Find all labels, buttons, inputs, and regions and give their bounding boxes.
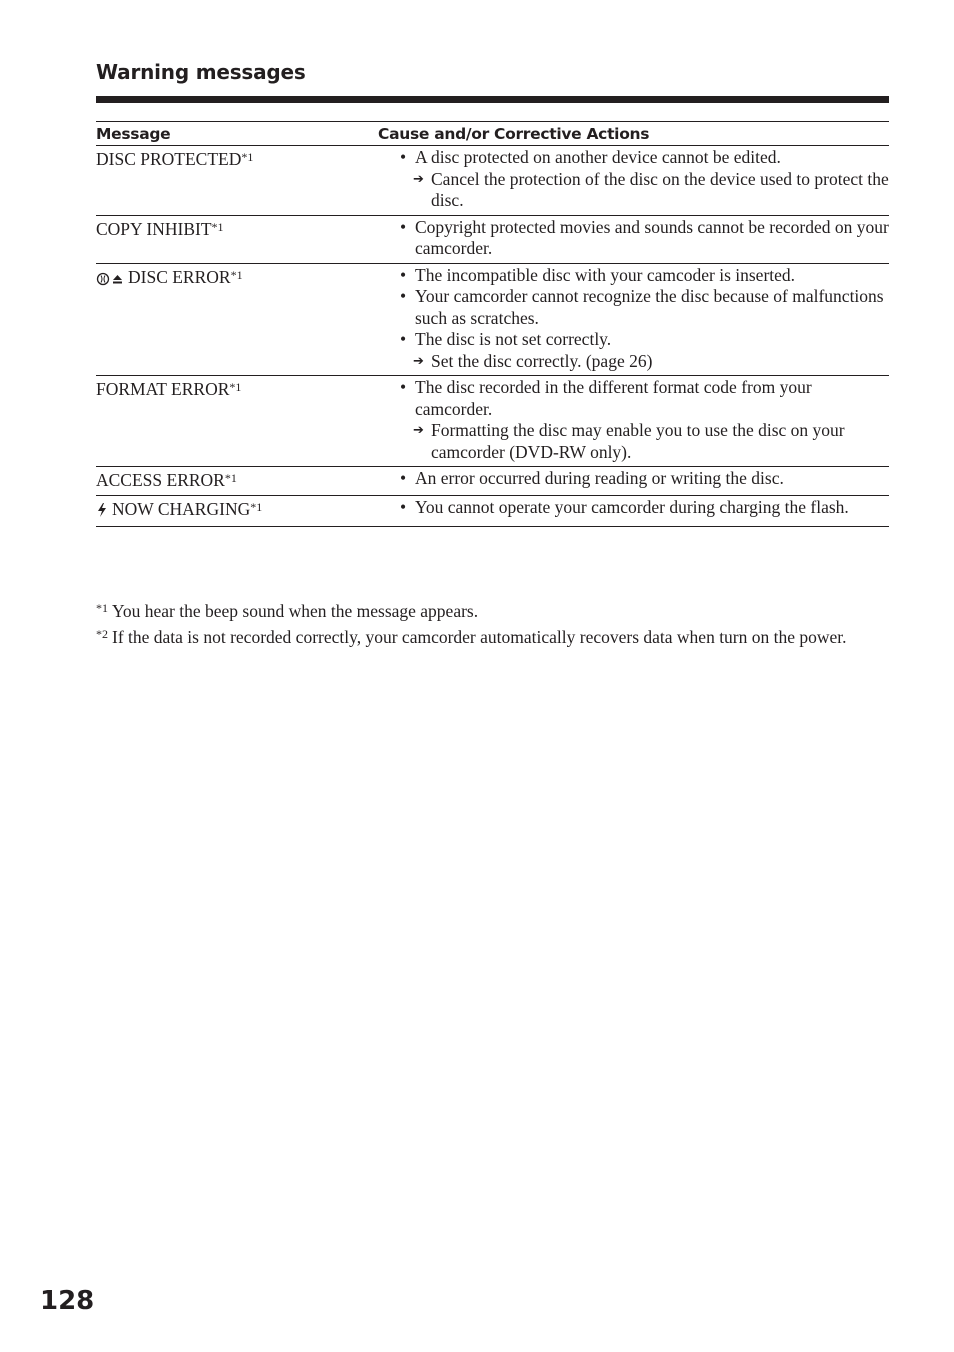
cause-item — [400, 377, 889, 463]
disc-eject-icon — [96, 270, 124, 292]
cause-item — [400, 468, 889, 490]
table-row — [96, 467, 889, 496]
message-text: NOW CHARGING — [112, 498, 251, 519]
message-text: DISC ERROR — [128, 266, 231, 287]
flash-icon — [96, 502, 108, 524]
corrective-action: ➔ Cancel the protection of the disc on the device used to protect the disc. — [415, 169, 889, 212]
note-mark: *1 — [224, 471, 237, 485]
cause-text: A disc protected on another device cannot be edited. — [415, 147, 781, 167]
cause-item — [400, 217, 889, 260]
title-rule — [96, 96, 889, 103]
message-cell — [96, 467, 378, 496]
corrective-action: ➔ Formatting the disc may enable you to use the disc on your camcorder (DVD-RW only). — [415, 420, 889, 463]
cause-text: The disc is not set correctly. — [415, 329, 612, 349]
page-number: 128 — [40, 1286, 95, 1316]
table-row — [96, 376, 889, 467]
cause-cell — [378, 495, 889, 527]
cause-item — [400, 497, 889, 519]
table-row — [96, 215, 889, 263]
message-cell — [96, 146, 378, 216]
footnotes — [96, 600, 889, 652]
header-cause: Cause and/or Corrective Actions — [378, 122, 889, 146]
table-body — [96, 146, 889, 527]
cause-list — [378, 377, 889, 463]
cause-list — [378, 217, 889, 260]
cause-list — [378, 497, 889, 519]
cause-text: An error occurred during reading or writing the disc. — [415, 468, 784, 488]
message-cell — [96, 263, 378, 376]
footnote-text: You hear the beep sound when the message appears. — [112, 601, 479, 621]
cause-text: The incompatible disc with your camcoder is inserted. — [415, 264, 796, 285]
cause-text: The disc recorded in the different format code from your camcorder. — [415, 377, 812, 419]
message-text: FORMAT ERROR — [96, 379, 230, 399]
cause-cell — [378, 467, 889, 496]
action-list — [415, 169, 889, 212]
table-row — [96, 146, 889, 216]
cause-text: Your camcorder cannot recognize the disc because of malfunctions such as scratches. — [415, 286, 884, 328]
note-mark: *1 — [250, 499, 263, 514]
cause-cell — [378, 263, 889, 376]
table-header-row — [96, 122, 889, 146]
note-mark: *1 — [229, 380, 242, 394]
footnote — [96, 626, 889, 648]
cause-cell — [378, 376, 889, 467]
footnote — [96, 600, 889, 622]
cause-cell — [378, 146, 889, 216]
warning-messages-table — [96, 121, 889, 527]
cause-item — [400, 265, 889, 287]
action-list — [415, 351, 889, 373]
cause-list — [378, 265, 889, 373]
footnote-text: If the data is not recorded correctly, your camcorder automatically recovers data when turn on the power. — [112, 627, 847, 647]
header-message: Message — [96, 122, 378, 146]
table-row — [96, 495, 889, 527]
message-text: DISC PROTECTED — [96, 149, 242, 169]
cause-item — [400, 286, 889, 329]
cause-list — [378, 147, 889, 212]
note-mark: *1 — [211, 219, 224, 234]
message-cell — [96, 215, 378, 263]
message-cell — [96, 495, 378, 527]
cause-cell — [378, 215, 889, 263]
message-text: COPY INHIBIT — [96, 218, 212, 239]
cause-text: Copyright protected movies and sounds cannot be recorded on your camcorder. — [415, 216, 889, 258]
cause-list — [378, 468, 889, 490]
section-title: Warning messages — [96, 60, 306, 84]
table-row — [96, 263, 889, 376]
message-text: ACCESS ERROR — [96, 470, 225, 490]
message-cell — [96, 376, 378, 467]
corrective-action: ➔ Set the disc correctly. (page 26) — [415, 351, 889, 373]
footnote-mark: *1 — [96, 601, 108, 615]
cause-item — [400, 147, 889, 212]
note-mark: *1 — [241, 150, 254, 164]
footnote-mark: *2 — [96, 627, 108, 641]
note-mark: *1 — [230, 267, 243, 282]
cause-item — [400, 329, 889, 372]
cause-text: You cannot operate your camcorder during charging the flash. — [415, 496, 849, 517]
action-list — [415, 420, 889, 463]
